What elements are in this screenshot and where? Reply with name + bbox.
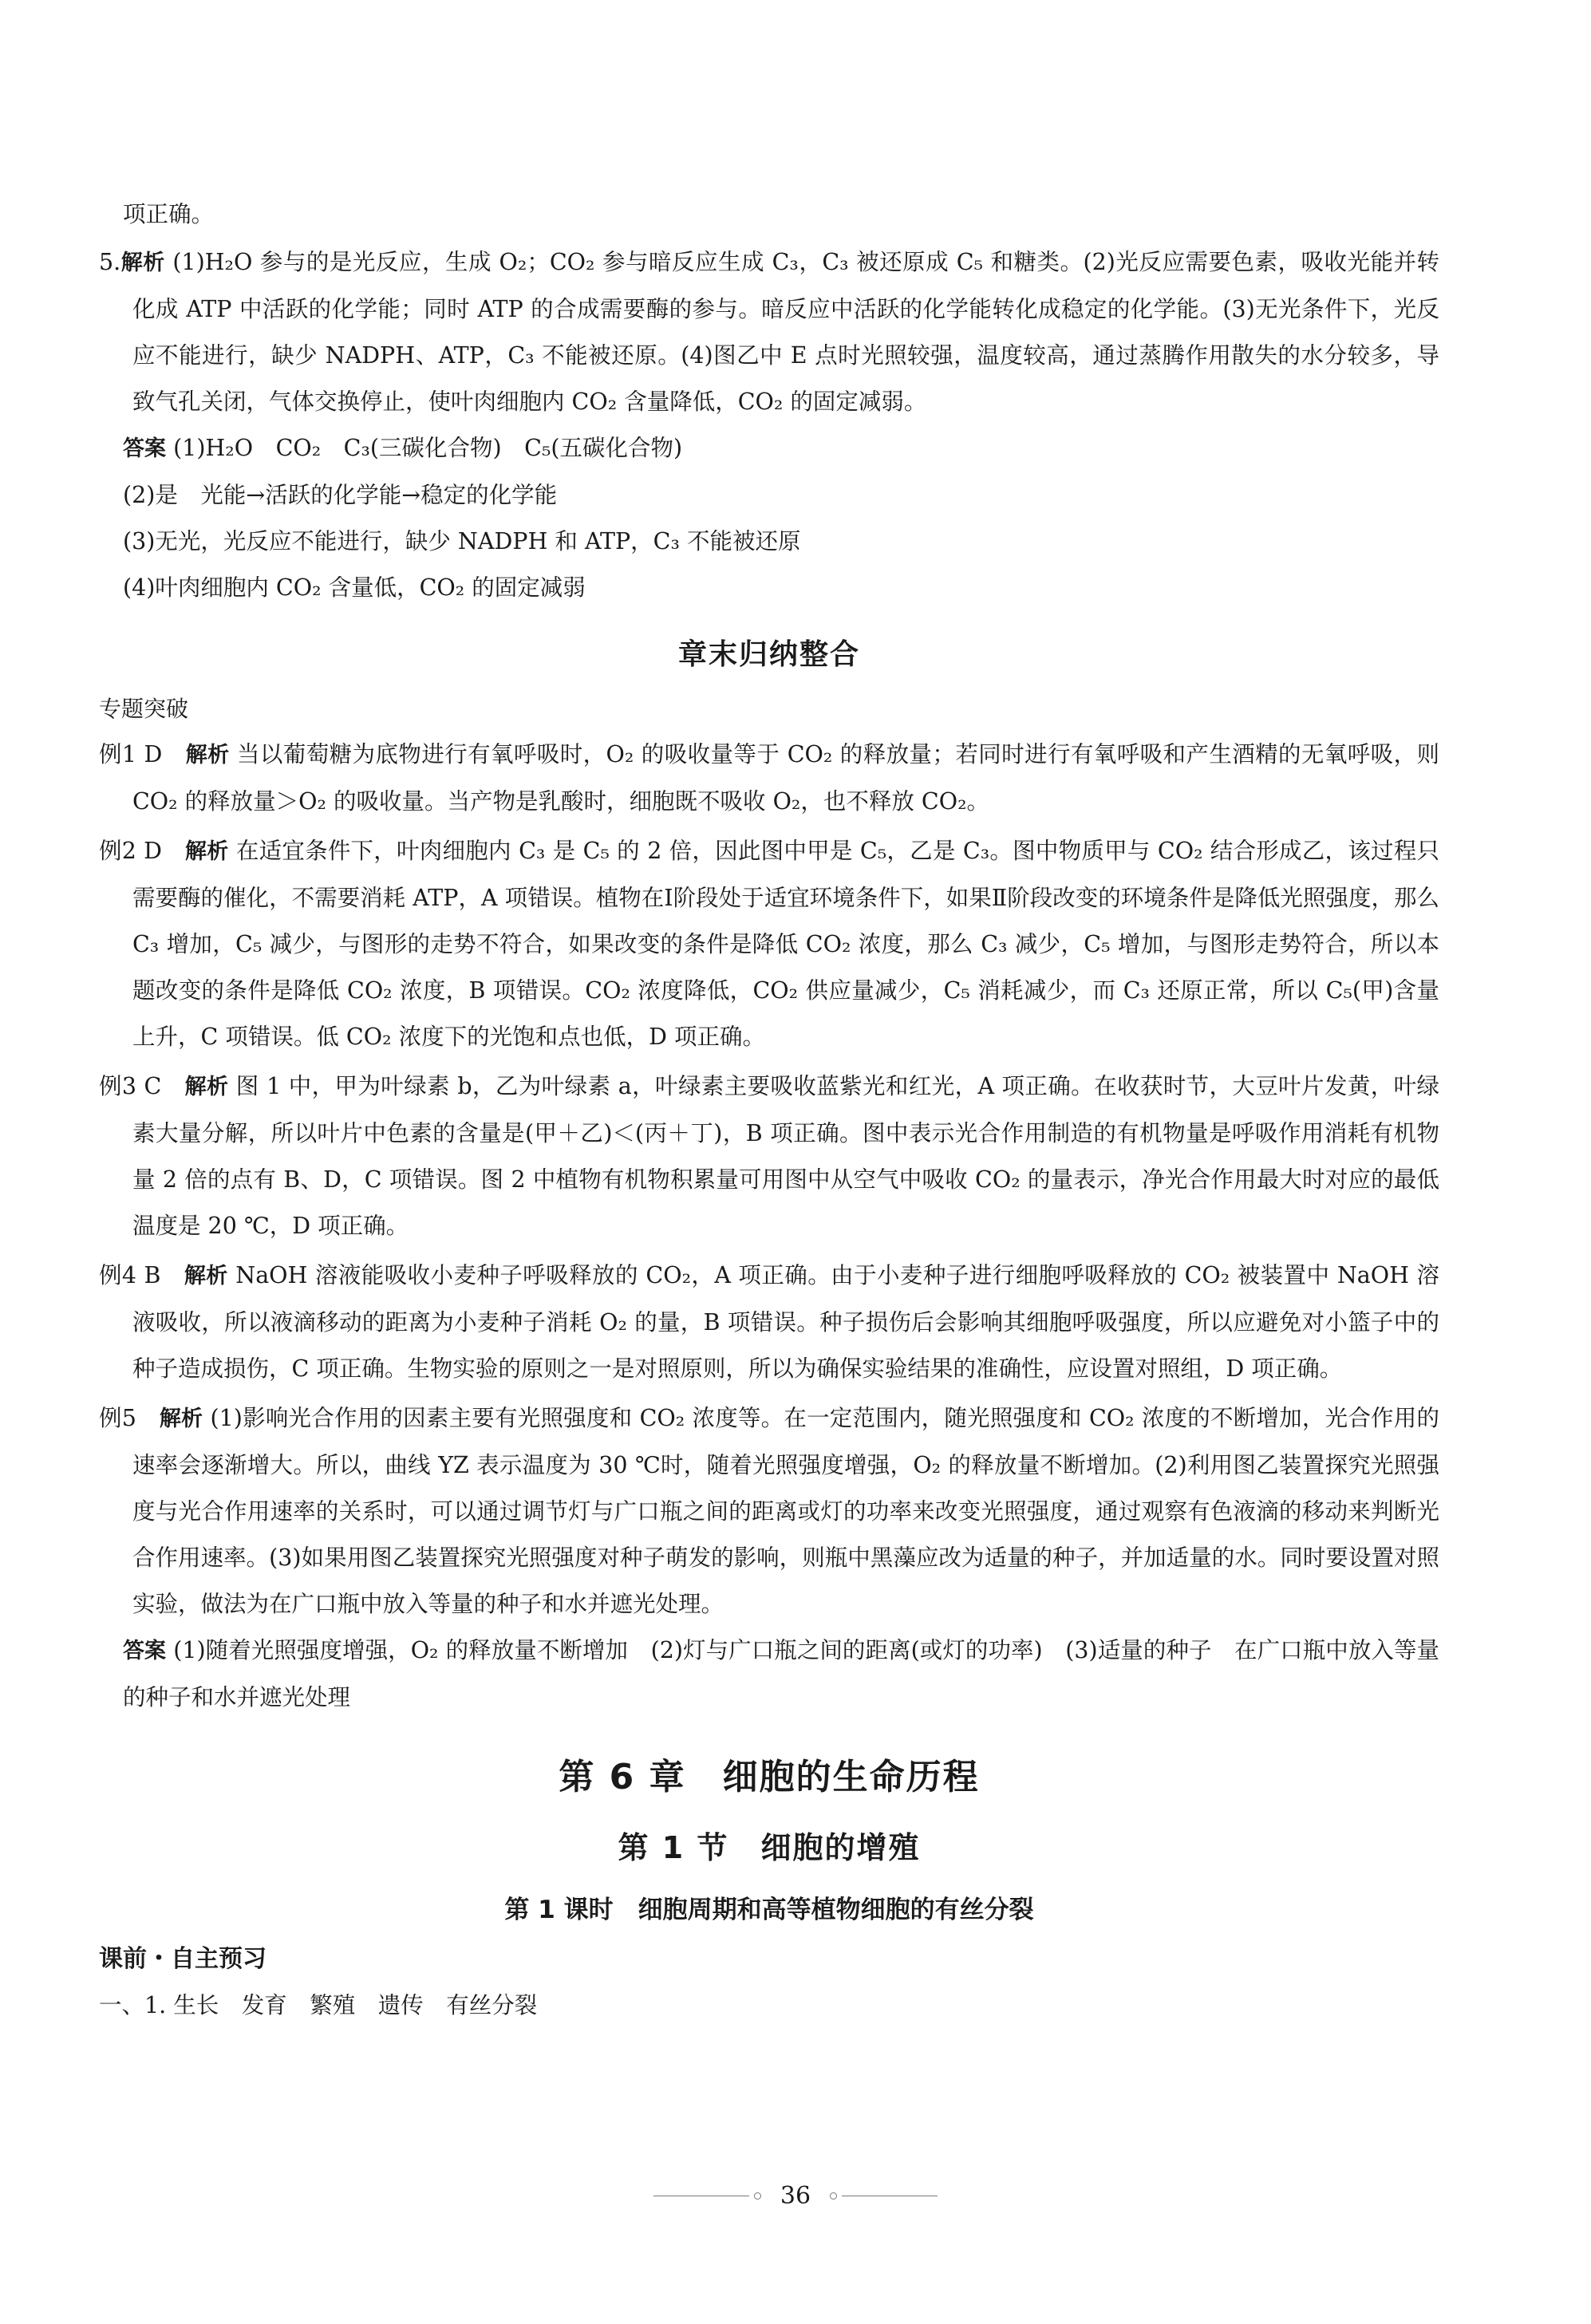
example-text: 当以葡萄糖为底物进行有氧呼吸时，O₂ 的吸收量等于 CO₂ 的释放量；若同时进行有氧呼吸和产生酒精的无氧呼吸，则 CO₂ 的释放量＞O₂ 的吸收量。当产物是乳酸时，细胞既不吸收 O₂，也不释放 CO₂。 <box>132 741 1440 815</box>
analysis-text: (1)H₂O 参与的是光反应，生成 O₂；CO₂ 参与暗反应生成 C₃，C₃ 被还原成 C₅ 和糖类。(2)光反应需要色素，吸收光能并转化成 ATP 中活跃的化学能；同时 ATP 的合成需要酶的参与。暗反应中活跃的化学能转化成稳定的化学能。(3)无光条件下，光反应不能进行，缺少 NADPH、ATP，C₃ 不能被还原。(4)图乙中 E 点时光照较强，温度较高，通过蒸腾作用散失的水分较多，导致气孔关闭，气体交换停止，使叶肉细胞内 CO₂ 含量降低，CO₂ 的固定减弱。 <box>132 249 1440 415</box>
analysis-label: 解析 <box>184 1264 228 1288</box>
example-text: NaOH 溶液能吸收小麦种子呼吸释放的 CO₂，A 项正确。由于小麦种子进行细胞呼吸释放的 CO₂ 被装置中 NaOH 溶液吸收，所以液滴移动的距离为小麦种子消耗 O₂ 的量，B 项错误。种子损伤后会影响其细胞呼吸强度，所以应避免对小篮子中的种子造成损伤，C 项正确。生物实验的原则之一是对照原则，所以为确保实验结果的准确性，应设置对照组，D 项正确。 <box>132 1262 1440 1382</box>
footer-dot-left <box>754 2192 761 2200</box>
question-5-answer <box>99 425 1439 472</box>
example-label: 例2 D <box>99 838 163 864</box>
preview-line: 一、1. 生长 发育 繁殖 遗传 有丝分裂 <box>99 1992 538 2018</box>
example-2 <box>99 828 1439 1060</box>
answer-text: (1)随着光照强度增强，O₂ 的释放量不断增加 (2)灯与广口瓶之间的距离(或灯的功率) (3)适量的种子 在广口瓶中放入等量的种子和水并遮光处理 <box>123 1637 1440 1710</box>
example-1 <box>99 732 1439 825</box>
section-title: 第 1 节 细胞的增殖 <box>618 1830 921 1865</box>
summary-title: 章末归纳整合 <box>677 638 860 671</box>
answer-label: 答案 <box>123 1639 167 1663</box>
page-footer <box>0 2182 1591 2210</box>
analysis-label: 解析 <box>120 251 165 275</box>
analysis-label: 解析 <box>159 1407 203 1431</box>
answer-line: (1)H₂O CO₂ C₃(三碳化合物) C₅(五碳化合物) <box>173 435 683 461</box>
question-5-analysis <box>99 239 1439 425</box>
chapter-title: 第 6 章 细胞的生命历程 <box>559 1757 980 1797</box>
analysis-label: 解析 <box>185 839 229 864</box>
analysis-label: 解析 <box>184 1075 229 1099</box>
analysis-label: 解析 <box>185 743 230 767</box>
example-3 <box>99 1063 1439 1249</box>
example-text: 在适宜条件下，叶肉细胞内 C₃ 是 C₅ 的 2 倍，因此图中甲是 C₅，乙是 C₃。图中物质甲与 CO₂ 结合形成乙，该过程只需要酶的催化，不需要消耗 ATP，A 项错误。植物在Ⅰ阶段处于适宜环境条件下，如果Ⅱ阶段改变的环境条件是降低光照强度，那么 C₃ 增加，C₅ 减少，与图形的走势不符合，如果改变的条件是降低 CO₂ 浓度，那么 C₃ 减少，C₅ 增加，与图形走势符合，所以本题改变的条件是降低 CO₂ 浓度，B 项错误。CO₂ 浓度降低，CO₂ 供应量减少，C₅ 消耗减少，而 C₃ 还原正常，所以 C₅(甲)含量上升，C 项错误。低 CO₂ 浓度下的光饱和点也低，D 项正确。 <box>132 838 1439 1050</box>
example-label: 例5 <box>99 1405 136 1431</box>
answer-label: 答案 <box>123 436 166 461</box>
example-text: (1)影响光合作用的因素主要有光照强度和 CO₂ 浓度等。在一定范围内，随光照强度和 CO₂ 浓度的不断增加，光合作用的速率会逐渐增大。所以，曲线 YZ 表示温度为 30 ℃时，随着光照强度增强，O₂ 的释放量不断增加。(2)利用图乙装置探究光照强度与光合作用速率的关系时，可以通过调节灯与广口瓶之间的距离或灯的功率来改变光照强度，通过观察有色液滴的移动来判断光合作用速率。(3)如果用图乙装置探究光照强度对种子萌发的影响，则瓶中黑藻应改为适量的种子，并加适量的水。同时要设置对照实验，做法为在广口瓶中放入等量的种子和水并遮光处理。 <box>132 1405 1439 1617</box>
example-label: 例4 B <box>99 1262 161 1288</box>
preview-heading: 课前・自主预习 <box>99 1945 266 1973</box>
answer-line: (4)叶肉细胞内 CO₂ 含量低，CO₂ 的固定减弱 <box>123 574 586 601</box>
page-content <box>99 191 1439 2029</box>
question-number: 5. <box>99 249 121 275</box>
continued-text: 项正确。 <box>123 201 215 227</box>
example-label: 例1 D <box>99 741 163 767</box>
answer-line: (2)是 光能→活跃的化学能→稳定的化学能 <box>123 482 558 508</box>
example-4 <box>99 1253 1439 1392</box>
lesson-title: 第 1 课时 细胞周期和高等植物细胞的有丝分裂 <box>504 1896 1034 1924</box>
example-5 <box>99 1395 1439 1628</box>
topic-label: 专题突破 <box>99 696 189 722</box>
example-text: 图 1 中，甲为叶绿素 b，乙为叶绿素 a，叶绿素主要吸收蓝紫光和红光，A 项正确。在收获时节，大豆叶片发黄，叶绿素大量分解，所以叶片中色素的含量是(甲＋乙)＜(丙＋丁)，B 项正确。图中表示光合作用制造的有机物量是呼吸作用消耗有机物量 2 倍的点有 B、D，C 项错误。图 2 中植物有机物积累量可用图中从空气中吸收 CO₂ 的量表示，净光合作用最大时对应的最低温度是 20 ℃，D 项正确。 <box>132 1073 1440 1239</box>
page-number: 36 <box>780 2182 811 2210</box>
example-label: 例3 C <box>99 1073 162 1099</box>
footer-dot-right <box>830 2192 837 2200</box>
example-5-answer <box>99 1628 1439 1721</box>
answer-line: (3)无光，光反应不能进行，缺少 NADPH 和 ATP，C₃ 不能被还原 <box>123 528 801 554</box>
